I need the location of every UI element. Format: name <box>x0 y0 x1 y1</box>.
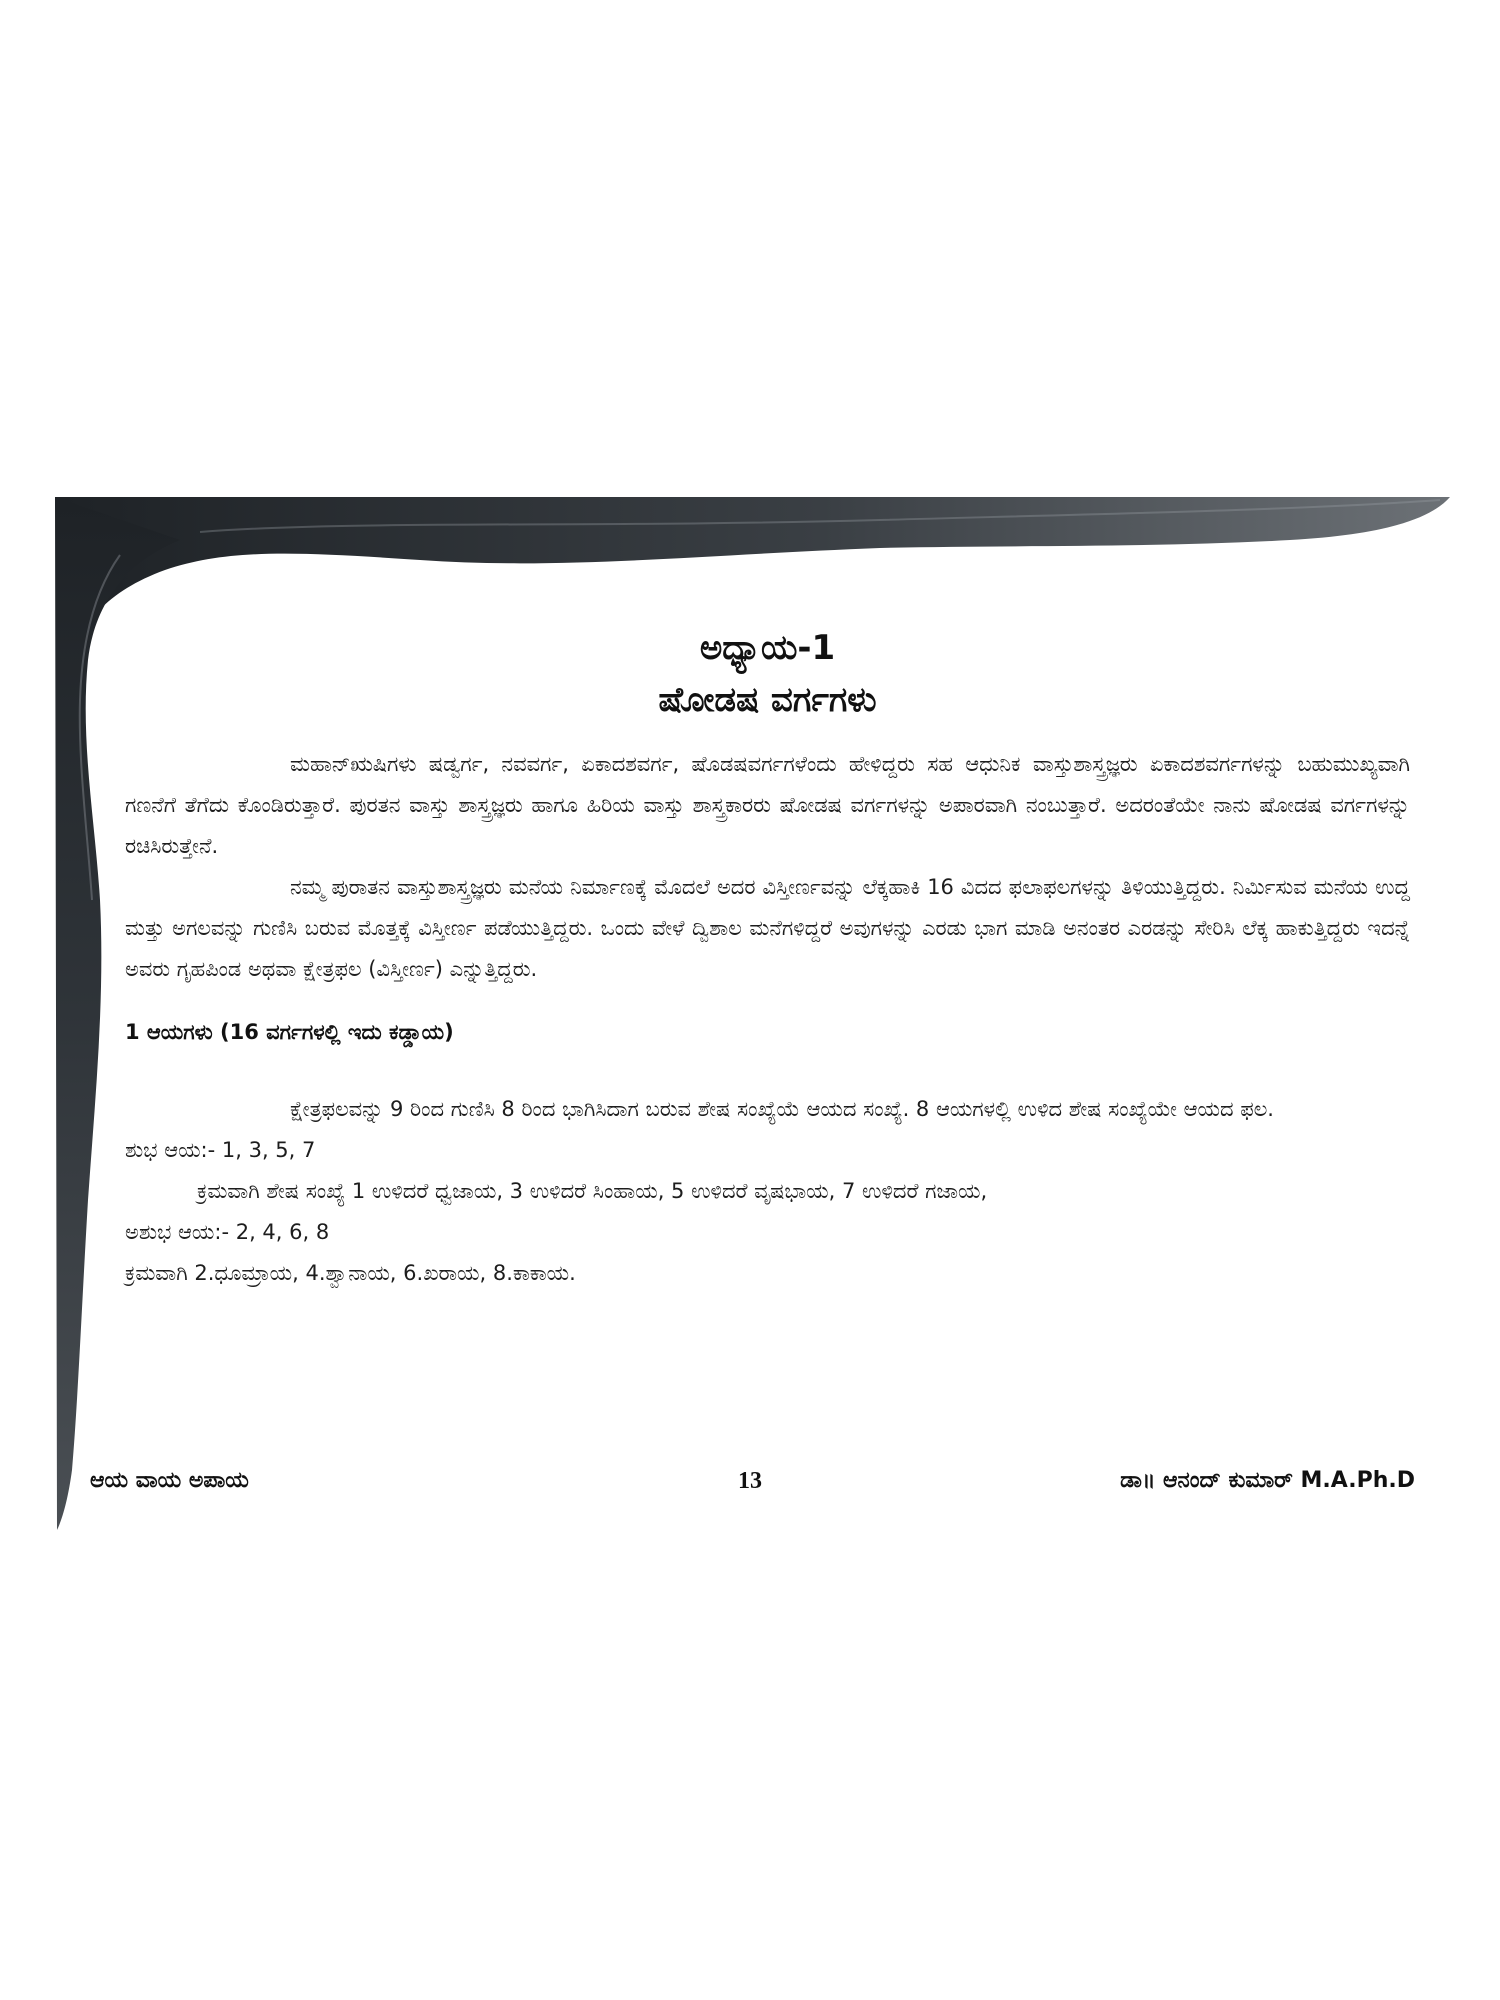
shubha-aya-line: ಶುಭ ಆಯ:- 1, 3, 5, 7 <box>125 1138 316 1162</box>
footer-book-title: ಆಯ ವಾಯ ಅಪಾಯ <box>90 1468 249 1493</box>
chapter-title: ಅಧ್ಯಾಯ-1 <box>699 628 836 668</box>
paragraph-aya-method: ಕ್ಷೇತ್ರಫಲವನ್ನು 9 ರಿಂದ ಗುಣಿಸಿ 8 ರಿಂದ ಭಾಗಿಸಿದಾಗ ಬರುವ ಶೇಷ ಸಂಖ್ಯೆಯೆ ಆಯದ ಸಂಖ್ಯೆ. 8 ಆಯಗಳಲ್ಲಿ ಉಳಿದ ಶೇಷ ಸಂಖ್ಯೆಯೇ ಆಯದ ಫಲ. <box>290 1097 1274 1121</box>
footer-author: ಡಾ॥ ಆನಂದ್ ಕುಮಾರ್ M.A.Ph.D <box>1120 1468 1415 1493</box>
ashubha-aya-line: ಅಶುಭ ಆಯ:- 2, 4, 6, 8 <box>125 1220 330 1244</box>
paragraph-intro: ಮಹಾನ್‌ಋಷಿಗಳು ಷಡ್ವರ್ಗ, ನವವರ್ಗ, ಏಕಾದಶವರ್ಗ, ಷೊಡಷವರ್ಗಗಳೆಂದು ಹೇಳಿದ್ದರು ಸಹ ಆಧುನಿಕ ವಾಸ್ತುಶಾಸ್ತ್ರಜ್ಞರು ಏಕಾದಶವರ್ಗಗಳನ್ನು ಬಹುಮುಖ್ಯವಾಗಿ ಗಣನೆಗೆ ತೆಗೆದು ಕೊಂಡಿರುತ್ತಾರೆ. ಪುರತನ ವಾಸ್ತು ಶಾಸ್ತ್ರಜ್ಞರು ಹಾಗೂ ಹಿರಿಯ ವಾಸ್ತು ಶಾಸ್ತ್ರಕಾರರು ಷೋಡಷ ವರ್ಗಗಳನ್ನು ಅಪಾರವಾಗಿ ನಂಬುತ್ತಾರೆ. ಅದರಂತೆಯೇ ನಾನು ಷೋಡಷ ವರ್ಗಗಳನ್ನು ರಚಿಸಿರುತ್ತೇನೆ. <box>125 752 1410 858</box>
page-number: 13 <box>738 1468 762 1494</box>
section-heading: 1 ಆಯಗಳು (16 ವರ್ಗಗಳಲ್ಲಿ ಇದು ಕಡ್ಡಾಯ) <box>125 1020 454 1044</box>
shubha-aya-detail: ಕ್ರಮವಾಗಿ ಶೇಷ ಸಂಖ್ಯೆ 1 ಉಳಿದರೆ ಧ್ವಜಾಯ, 3 ಉಳಿದರೆ ಸಿಂಹಾಯ, 5 ಉಳಿದರೆ ವೃಷಭಾಯ, 7 ಉಳಿದರೆ ಗಜಾಯ, <box>197 1179 988 1203</box>
paragraph-history: ನಮ್ಮ ಪುರಾತನ ವಾಸ್ತುಶಾಸ್ತ್ರಜ್ಞರು ಮನೆಯ ನಿರ್ಮಾಣಕ್ಕೆ ಮೊದಲೆ ಅದರ ವಿಸ್ತೀರ್ಣವನ್ನು ಲೆಕ್ಕಹಾಕಿ 16 ವಿದದ ಫಲಾಫಲಗಳನ್ನು ತಿಳಿಯುತ್ತಿದ್ದರು. ನಿರ್ಮಿಸುವ ಮನೆಯ ಉದ್ದ ಮತ್ತು ಅಗಲವನ್ನು ಗುಣಿಸಿ ಬರುವ ಮೊತ್ತಕ್ಕೆ ವಿಸ್ತೀರ್ಣ ಪಡೆಯುತ್ತಿದ್ದರು. ಒಂದು ವೇಳೆ ದ್ವಿಶಾಲ ಮನೆಗಳಿದ್ದರೆ ಅವುಗಳನ್ನು ಎರಡು ಭಾಗ ಮಾಡಿ ಅನಂತರ ಎರಡನ್ನು ಸೇರಿಸಿ ಲೆಕ್ಕ ಹಾಕುತ್ತಿದ್ದರು ಇದನ್ನೆ ಅವರು ಗೃಹಪಿಂಡ ಅಥವಾ ಕ್ಷೇತ್ರಫಲ (ವಿಸ್ತೀರ್ಣ) ಎನ್ನುತ್ತಿದ್ದರು. <box>125 875 1410 981</box>
page-content <box>125 622 1410 1294</box>
chapter-subtitle: ಷೋಡಷ ವರ್ಗಗಳು <box>658 680 877 720</box>
ashubha-aya-detail: ಕ್ರಮವಾಗಿ 2.ಧೂಮ್ರಾಯ, 4.ಶ್ವಾನಾಯ, 6.ಖರಾಯ, 8.ಕಾಕಾಯ. <box>125 1261 576 1285</box>
page-footer <box>90 1468 1415 1508</box>
